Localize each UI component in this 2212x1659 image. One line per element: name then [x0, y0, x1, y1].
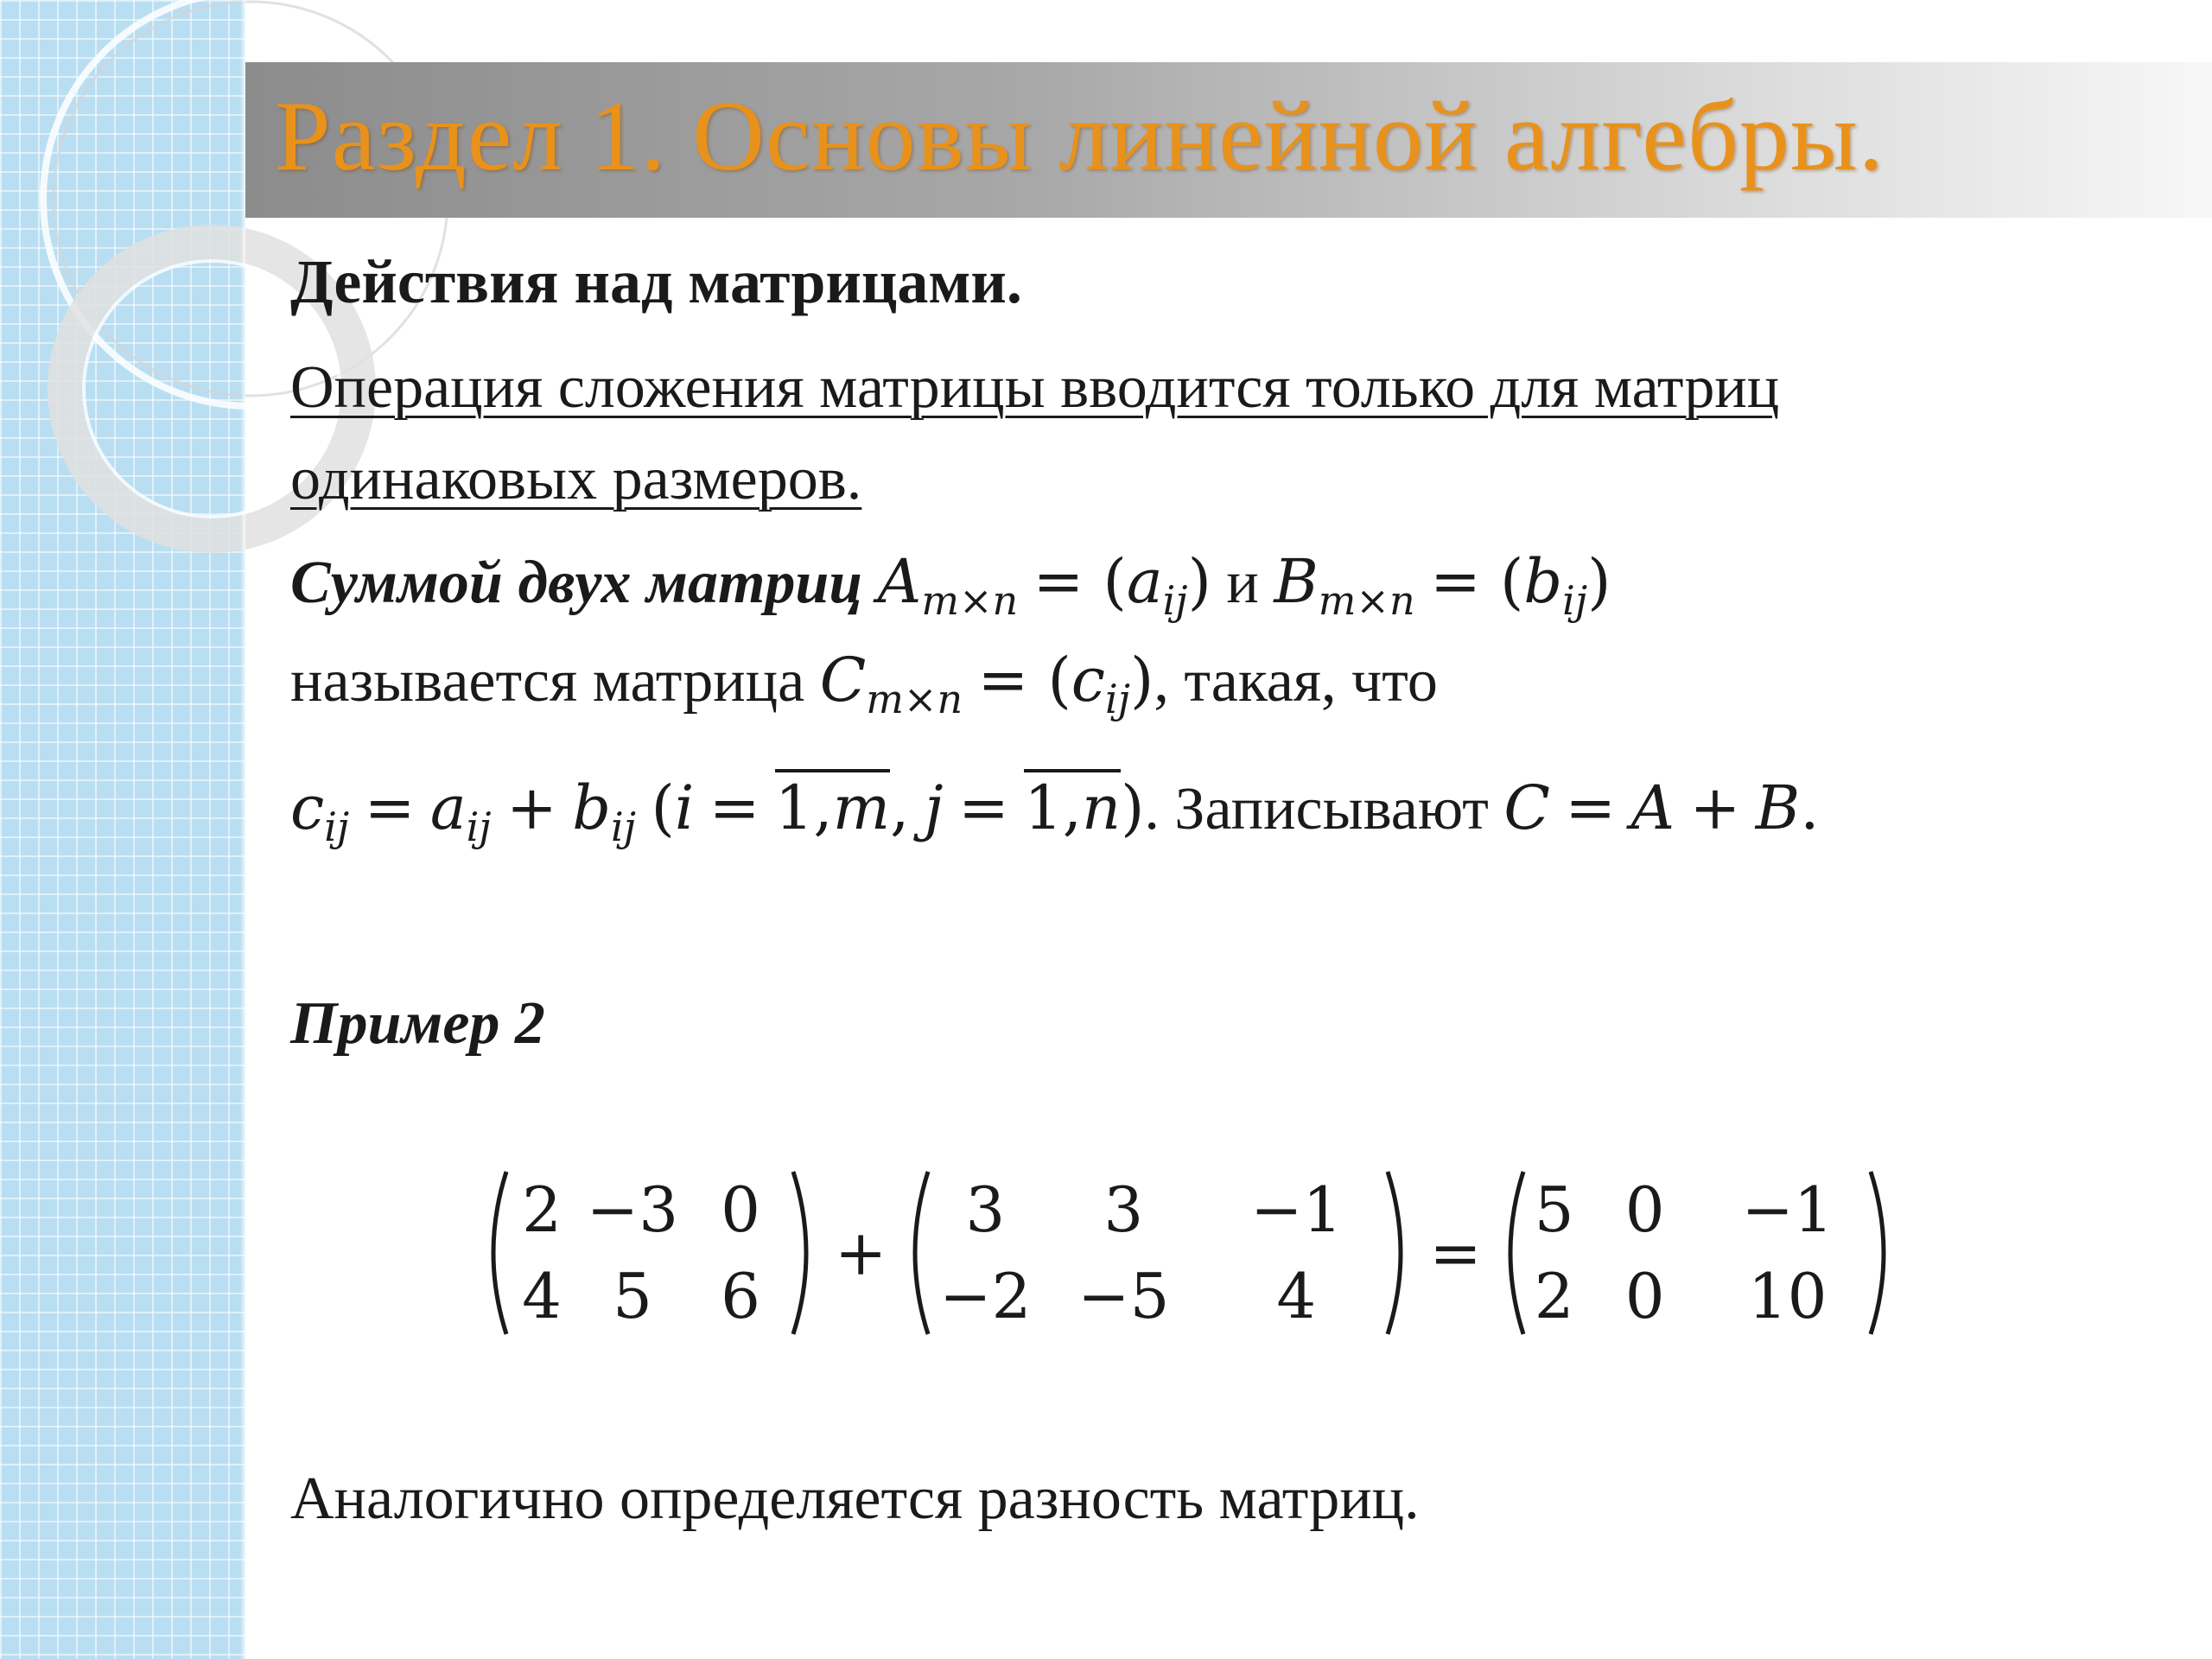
- definition-line-1: Суммой двух матриц $A_{m\times n} = (a_{ij})$ и $B_{m\times n} = (b_{ij})$: [290, 546, 1611, 624]
- matrix-cell: −2: [939, 1260, 1032, 1332]
- matrix-cell: 0: [1624, 1173, 1665, 1246]
- matrix-cell: −5: [1077, 1260, 1170, 1332]
- matrix-cell: 2: [522, 1173, 562, 1246]
- example-label: Пример 2: [290, 990, 545, 1057]
- formula-sum: C: [1503, 772, 1550, 843]
- matrix-b: [899, 1166, 1417, 1339]
- matrix-sum-equation: [477, 1166, 1900, 1339]
- called-text: называется матрица: [290, 648, 805, 715]
- matrix-cell: 5: [613, 1260, 652, 1332]
- matrix-cell: −1: [1741, 1173, 1834, 1246]
- matrix-cell: 10: [1747, 1260, 1827, 1332]
- matrix-a: [477, 1166, 823, 1339]
- matrix-a-cells: [512, 1174, 788, 1332]
- written-text: . Записывают: [1144, 776, 1489, 842]
- plus-sign: +: [835, 1217, 887, 1289]
- left-paren: [1494, 1166, 1529, 1339]
- formula-b: $B_{m\times n}$: [1274, 546, 1415, 624]
- rule-line-1: Операция сложения матрицы вводится только для матриц: [290, 354, 1780, 421]
- equals-sign: =: [1429, 1217, 1482, 1289]
- right-paren: [1866, 1166, 1900, 1339]
- matrix-cell: 5: [1534, 1173, 1574, 1246]
- matrix-cell: 3: [965, 1173, 1006, 1246]
- matrix-cell: 4: [1276, 1260, 1317, 1332]
- matrix-cell: 3: [1103, 1173, 1144, 1246]
- section-heading: Действия над матрицами.: [290, 247, 1022, 316]
- matrix-cell: 2: [1534, 1260, 1574, 1332]
- formula-c: $C_{m\times n}$: [819, 645, 963, 722]
- range-j: 1,n: [1024, 769, 1121, 842]
- definition-line-3: $c_{ij} = a_{ij} + b_{ij}$ (i = 1,m, j = 1,n). Записывают C = A + B.: [290, 778, 1819, 847]
- definition-line-2: называется матрица $C_{m\times n} = (c_{ij})$, такая, что: [290, 645, 1438, 722]
- matrix-c-cells: [1529, 1174, 1866, 1332]
- matrix-cell: −3: [586, 1173, 679, 1246]
- matrix-cell: 4: [522, 1260, 562, 1332]
- such-that-text: , такая, что: [1154, 648, 1438, 715]
- formula-a: $A_{m\times n}$: [877, 546, 1019, 624]
- and-word: и: [1226, 550, 1259, 616]
- left-paren: [477, 1166, 512, 1339]
- matrix-c: [1494, 1166, 1900, 1339]
- closing-text: Аналогично определяется разность матриц.: [290, 1465, 1420, 1532]
- matrix-cell: 6: [721, 1260, 760, 1332]
- slide-title: Раздел 1. Основы линейной алгебры.: [275, 81, 1885, 192]
- range-i: 1,m: [775, 769, 890, 842]
- left-paren: [899, 1166, 933, 1339]
- side-decoration-strip: [0, 0, 245, 1659]
- matrix-b-cells: [933, 1174, 1382, 1332]
- right-paren: [1382, 1166, 1417, 1339]
- definition-term: Суммой двух матриц: [290, 550, 863, 616]
- matrix-cell: 0: [1624, 1260, 1665, 1332]
- right-paren: [788, 1166, 823, 1339]
- rule-line-2: одинаковых размеров.: [290, 446, 862, 512]
- matrix-cell: 0: [721, 1173, 760, 1246]
- matrix-cell: −1: [1250, 1173, 1343, 1246]
